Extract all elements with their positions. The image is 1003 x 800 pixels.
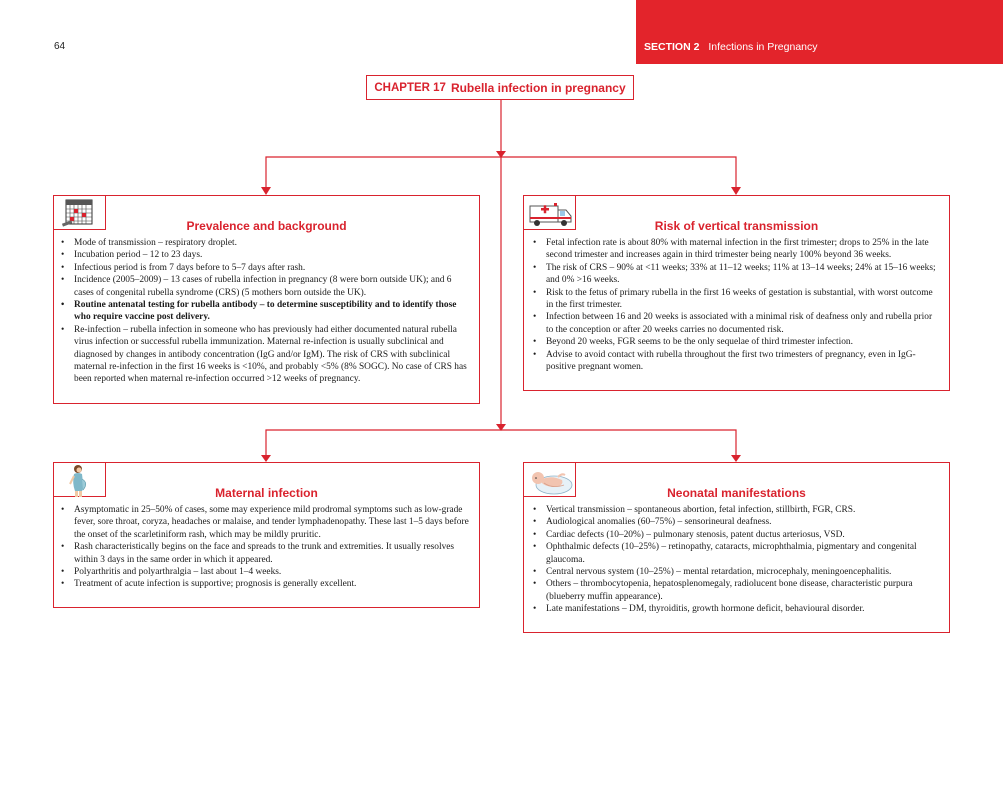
- list-item: • Ophthalmic defects (10–25%) – retinopathy, cataracts, microphthalmia, pigmentary and congenital glaucoma.: [546, 541, 939, 566]
- neonatal-title: Neonatal manifestations: [667, 486, 806, 500]
- list-item: • Risk to the fetus of primary rubella in the first 16 weeks of gestation is substantial, with worst outcome in the first trimester.: [546, 287, 939, 312]
- section-label: SECTION 2: [644, 41, 700, 53]
- vertical-transmission-box: [523, 195, 950, 391]
- maternal-title: Maternal infection: [215, 486, 318, 500]
- arrowhead-prevalence: [261, 187, 271, 195]
- vertical-title: Risk of vertical transmission: [654, 219, 819, 233]
- list-item: • Treatment of acute infection is supportive; prognosis is generally excellent.: [74, 578, 471, 590]
- chapter-title: Rubella infection in pregnancy: [450, 80, 626, 95]
- list-item: • Re-infection – rubella infection in someone who has previously had either documented natural rubella virus infection or successful rubella immunization. Maternal re-infection is usually subclinical and diagnosed by changes in antibody concentration (IgG and/or IgM). The risk of CRS with subclinical maternal re-infection in the first 16 weeks is <10%, and probably <5% (8% SOGC). No case of CRS has been reported when maternal re-infection occurred >12 weeks of pregnancy.: [74, 324, 471, 386]
- list-item: • Late manifestations – DM, thyroiditis, growth hormone deficit, behavioural disorder.: [546, 603, 939, 615]
- arrowhead-neonatal: [731, 455, 741, 462]
- maternal-list: [54, 504, 479, 591]
- list-item: • Infection between 16 and 20 weeks is associated with a minimal risk of deafness only and rubella prior to the conception or after 20 weeks carries no documented risk.: [546, 311, 939, 336]
- list-item: • Mode of transmission – respiratory droplet.: [74, 237, 471, 249]
- neonatal-manifestations-box: [523, 462, 950, 633]
- list-item: • The risk of CRS – 90% at <11 weeks; 33% at 11–12 weeks; 11% at 13–14 weeks; 24% at 15–16 weeks; and 0% >16 weeks.: [546, 262, 939, 287]
- list-item: • Incubation period – 12 to 23 days.: [74, 249, 471, 261]
- arrowhead-maternal: [261, 455, 271, 462]
- list-item: • Cardiac defects (10–20%) – pulmonary stenosis, patent ductus arteriosus, VSD.: [546, 529, 939, 541]
- list-item: • Rash characteristically begins on the face and spreads to the trunk and extremities. It usually resolves within 3 days in the same order in which it appeared.: [74, 541, 471, 566]
- list-item: • Infectious period is from 7 days before to 5–7 days after rash.: [74, 262, 471, 274]
- section-title: Infections in Pregnancy: [708, 41, 818, 53]
- prevalence-box: [53, 195, 480, 404]
- list-item: • Audiological anomalies (60–75%) – sensorineural deafness.: [546, 516, 939, 528]
- vertical-list: [524, 237, 949, 373]
- list-item: • Polyarthritis and polyarthralgia – last about 1–4 weeks.: [74, 566, 471, 578]
- list-item: • Others – thrombocytopenia, hepatosplenomegaly, radiolucent bone disease, characteristic purpura (blueberry muffin appearance).: [546, 578, 939, 603]
- prevalence-title: Prevalence and background: [186, 219, 347, 233]
- list-item: • Incidence (2005–2009) – 13 cases of rubella infection in pregnancy (8 were born outside UK); and 6 cases of congenital rubella syndrome (CRS) (5 mothers born outside the UK).: [74, 274, 471, 299]
- list-item: • Advise to avoid contact with rubella throughout the first two trimesters of pregnancy, even in IgG-positive pregnant women.: [546, 349, 939, 374]
- list-item: • Central nervous system (10–25%) – mental retardation, microcephaly, meningoencephalitis.: [546, 566, 939, 578]
- bottom-branch-line: [266, 430, 736, 455]
- page-number: 64: [54, 41, 66, 52]
- list-item: • Routine antenatal testing for rubella antibody – to determine susceptibility and to identify those who require vaccine post delivery.: [74, 299, 471, 324]
- list-item: • Asymptomatic in 25–50% of cases, some may experience mild prodromal symptoms such as low-grade fever, sore throat, coryza, headaches or malaise, and tender lymphadenopathy. These last 1–5 days before the onset of the scarletiniform rash, which may be mildly pruritic.: [74, 504, 471, 541]
- maternal-infection-box: [53, 462, 480, 608]
- list-item: • Fetal infection rate is about 80% with maternal infection in the first trimester; drops to 25% in the late second trimester and increases again in third trimester being nearly 100% beyond 36 weeks.: [546, 237, 939, 262]
- prevalence-list: [54, 237, 479, 386]
- chapter-label: CHAPTER 17: [374, 81, 446, 94]
- neonatal-list: [524, 504, 949, 616]
- arrowhead-vertical: [731, 187, 741, 195]
- list-item: • Beyond 20 weeks, FGR seems to be the only sequelae of third trimester infection.: [546, 336, 939, 348]
- list-item: • Vertical transmission – spontaneous abortion, fetal infection, stillbirth, FGR, CRS.: [546, 504, 939, 516]
